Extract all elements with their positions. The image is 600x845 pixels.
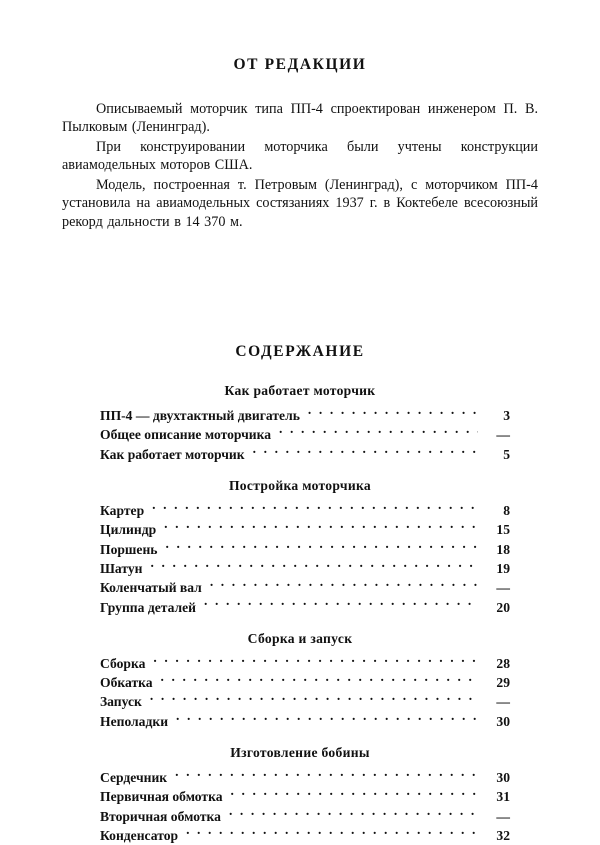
contents-entry-page: 30 bbox=[496, 770, 510, 786]
contents-heading: СОДЕРЖАНИЕ bbox=[235, 343, 365, 361]
editorial-heading: ОТ РЕДАКЦИИ bbox=[233, 56, 367, 73]
contents-entry-page: 32 bbox=[496, 827, 510, 843]
contents-section-entries bbox=[62, 654, 538, 731]
leader-dots bbox=[164, 521, 478, 535]
contents-entry-page: 31 bbox=[496, 789, 510, 805]
contents-entry-label: Обкатка bbox=[100, 675, 153, 691]
contents-entry[interactable] bbox=[100, 501, 510, 520]
leader-dots bbox=[153, 654, 478, 668]
leader-dots bbox=[210, 579, 478, 593]
editorial-paragraph: Описываемый моторчик типа ПП-4 спроектирован инженером П. В. Пылковым (Ленинград). bbox=[62, 101, 538, 136]
leader-dots bbox=[253, 445, 478, 459]
contents-entry-page: 20 bbox=[496, 599, 510, 615]
contents-section-title: Постройка моторчика bbox=[228, 478, 372, 494]
contents-entry-label: Шатун bbox=[100, 560, 143, 576]
contents-entry-page: 28 bbox=[496, 655, 510, 671]
contents-entry-label: Коленчатый вал bbox=[100, 580, 202, 596]
contents-entry-page: 30 bbox=[496, 713, 510, 729]
leader-dots bbox=[150, 693, 478, 707]
contents-entry[interactable] bbox=[100, 520, 510, 539]
contents-section bbox=[62, 383, 538, 464]
contents-entry-label: Сборка bbox=[100, 655, 146, 671]
contents-entry-label: Поршень bbox=[100, 541, 158, 557]
leader-dots bbox=[279, 426, 478, 440]
contents-section-title: Как работает моторчик bbox=[224, 383, 376, 399]
leader-dots bbox=[161, 674, 478, 688]
leader-dots bbox=[204, 598, 478, 612]
contents-entry-label: ПП-4 — двухтактный двигатель bbox=[100, 408, 300, 424]
contents-entry-page: 19 bbox=[496, 560, 510, 576]
contents-entry[interactable] bbox=[100, 673, 510, 692]
editorial-body bbox=[62, 100, 538, 231]
contents-section bbox=[62, 478, 538, 617]
contents-entry[interactable] bbox=[100, 425, 510, 444]
contents-entry-page: — bbox=[496, 694, 510, 710]
contents-entry[interactable] bbox=[100, 787, 510, 806]
contents-section-title: Сборка и запуск bbox=[247, 630, 353, 646]
leader-dots bbox=[151, 559, 478, 573]
contents-entry-page: — bbox=[496, 580, 510, 596]
contents-entry[interactable] bbox=[100, 578, 510, 597]
contents-entry-label: Цилиндр bbox=[100, 522, 157, 538]
contents-entry-page: 5 bbox=[503, 446, 510, 462]
leader-dots bbox=[176, 712, 478, 726]
leader-dots bbox=[231, 788, 478, 802]
contents-entry-page: 18 bbox=[496, 541, 510, 557]
contents-section-title: Изготовление бобины bbox=[230, 745, 370, 761]
contents-entry-label: Как работает моторчик bbox=[100, 446, 245, 462]
contents-entry[interactable] bbox=[100, 445, 510, 464]
leader-dots bbox=[175, 768, 478, 782]
contents-entry[interactable] bbox=[100, 559, 510, 578]
contents-section-entries bbox=[62, 406, 538, 464]
contents-entry-page: — bbox=[496, 427, 510, 443]
contents-list bbox=[62, 383, 538, 845]
contents-entry-label: Конденсатор bbox=[100, 827, 179, 843]
contents-section-entries bbox=[62, 768, 538, 845]
contents-entry-page: — bbox=[496, 808, 510, 824]
contents-entry[interactable] bbox=[100, 598, 510, 617]
contents-entry[interactable] bbox=[100, 540, 510, 559]
leader-dots bbox=[186, 826, 478, 840]
contents-entry-page: 3 bbox=[503, 408, 510, 424]
contents-entry-label: Сердечник bbox=[100, 770, 168, 786]
contents-entry-label: Группа деталей bbox=[100, 599, 196, 615]
contents-entry[interactable] bbox=[100, 768, 510, 787]
contents-entry[interactable] bbox=[100, 712, 510, 731]
contents-entry[interactable] bbox=[100, 654, 510, 673]
contents-entry[interactable] bbox=[100, 406, 510, 425]
contents-entry-label: Первичная обмотка bbox=[100, 789, 223, 805]
contents-entry-label: Общее описание моторчика bbox=[100, 427, 272, 443]
editorial-paragraph: При конструировании моторчика были учтены конструкции авиамодельных моторов США. bbox=[62, 138, 538, 174]
contents-entry-label: Картер bbox=[100, 503, 145, 519]
contents-entry-label: Неполадки bbox=[100, 713, 169, 729]
contents-entry-label: Вторичная обмотка bbox=[100, 808, 221, 824]
contents-entry[interactable] bbox=[100, 826, 510, 845]
contents-section bbox=[62, 631, 538, 731]
leader-dots bbox=[152, 501, 478, 515]
contents-entry-page: 29 bbox=[496, 675, 510, 691]
contents-entry[interactable] bbox=[100, 692, 510, 711]
contents-section-entries bbox=[62, 501, 538, 617]
leader-dots bbox=[308, 407, 478, 421]
leader-dots bbox=[229, 807, 478, 821]
editorial-paragraph: Модель, построенная т. Петровым (Ленинград), с моторчиком ПП-4 установила на авиамодельных состязаниях 1937 г. в Коктебеле всесоюзный рекорд дальности в 14 370 м. bbox=[62, 176, 538, 230]
contents-section bbox=[62, 745, 538, 845]
contents-entry[interactable] bbox=[100, 807, 510, 826]
contents-entry-label: Запуск bbox=[100, 694, 142, 710]
leader-dots bbox=[165, 540, 478, 554]
contents-entry-page: 15 bbox=[496, 522, 510, 538]
contents-entry-page: 8 bbox=[503, 503, 510, 519]
